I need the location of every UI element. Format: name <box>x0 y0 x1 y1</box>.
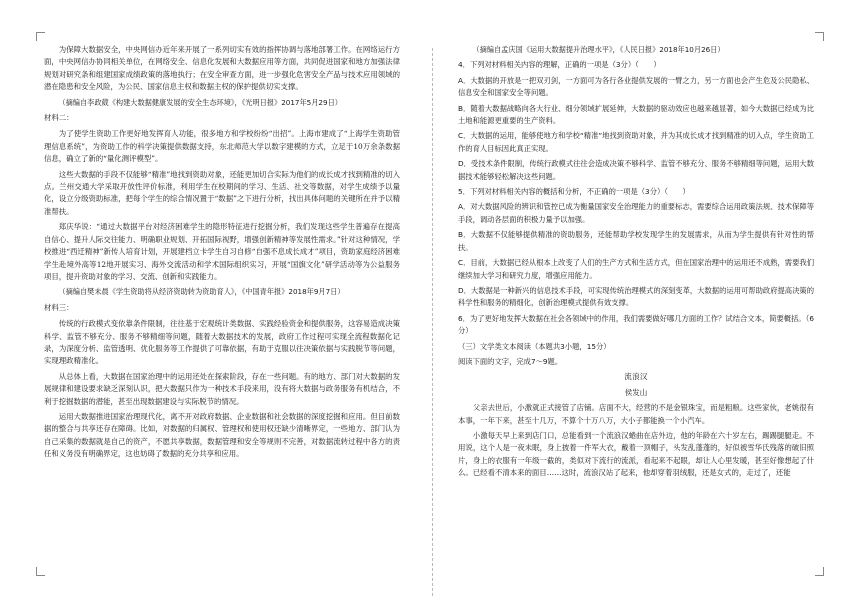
crop-mark <box>815 32 824 41</box>
crop-mark <box>36 32 45 41</box>
instruction: 阅读下面的文字，完成7～9题。 <box>458 356 563 366</box>
paragraph: 这些大数据的手段不仅能够“精准”地找到资助对象，还能更加切合实际为他们的成长成才找到精准的切入点。兰州交通大学采取开放性评价标准，利用学生在校期间的学习、生活、社交等数据，对学生成绩予以量化，设立分级资助标准，把每个学生的综合情况置于“数据”之下进行分析，找出具体问题的关键所在并予以精准帮扶。 <box>44 169 400 216</box>
paragraph: 小激每天早上来到店门口，总能看到一个流浪汉蜷曲在店外边，他的年龄在六十岁左右，踢踢腿腿走。不用说，这个人是一夜未眠，身上披着一件军大衣，戴着一顶帽子，头发乱蓬蓬的，好似被雪华氏残落的破旧照片，身上的衣服有一年级一截的，类似对下流行的流派，看起来不起眼，却让人心里发暖，甚至好像想起了什么。已经看不清本来的面目……这时，流浪汉站了起来，他却穿着羽绒服，还是女式的，走过了，还能 <box>458 430 814 478</box>
question-5-option-a: A．对大数据风险的辨识和管控已成为衡量国家安全治理能力的重要标志，需要综合运用政策法规、技术保障等手段，调动各层面的积极力量予以加强。 <box>458 202 814 224</box>
material-heading: 材料二： <box>44 113 74 123</box>
question-4-stem: 4．下列对材料相关内容的理解，正确的一项是（3分）（ ） <box>458 60 661 70</box>
question-5-stem: 5．下列对材料相关内容的概括和分析，不正确的一项是（3分）（ ） <box>458 187 690 197</box>
paragraph: 为了使学生资助工作更好地发挥育人功能，很多地方和学校纷纷“出招”。上海市建成了“上海学生资助管理信息系统”，为资助工作的科学决策提供数据支持，东北师范大学以数字建模的方式，立足于10万余条数据信息，确立了新的“量化测评模型”。 <box>44 129 400 164</box>
source-citation: （摘编自孟庆国《运用大数据提升治理水平》，《人民日报》2018年10月26日） <box>472 45 725 54</box>
crop-mark <box>36 567 45 576</box>
source-citation: （摘编自樊未晨《学生资助将从经济资助转为资助育人》，《中国青年报》2018年9月7日） <box>58 287 345 297</box>
question-4-option-c: C．大数据的运用，能够使地方和学校“精准”地找到资助对象，并为其成长成才找到精准的切入点，学生资助工作的育人目标因此真正实现。 <box>458 131 814 153</box>
exam-page <box>22 18 838 590</box>
paragraph: 从总体上看，大数据在国家治理中的运用还处在探索阶段，存在一些问题。有的地方、部门对大数据的发展规律和建设要求缺乏深刻认识，把大数据只作为一种技术手段来用，没有将大数据与政务服务有机结合，不利于挖掘数据的潜能，甚至出现数据建设与实际脱节的情况。 <box>44 371 400 406</box>
story-author: 侯发山 <box>624 387 648 397</box>
crop-mark <box>815 567 824 576</box>
source-citation: （摘编自李政葳《构建大数据健康发展的安全生态环境》，《光明日报》2017年5月29日） <box>58 97 342 107</box>
question-4-option-b: B．随着大数据战略向各大行业、细分领域扩展延伸，大数据的驱动效应也越来越显著，如今大数据已经成为比土地和能源更重要的生产资料。 <box>458 103 814 126</box>
story-title: 流浪汉 <box>624 372 648 382</box>
material-heading: 材料三： <box>44 302 74 312</box>
question-4-option-a: A．大数据的开放是一把双刃剑，一方面可为各行各业提供发展的一臂之力，另一方面也会产生危及公民隐私、信息安全和国家安全等问题。 <box>458 75 814 98</box>
section-heading: （三）文学类文本阅读（本题共3小题，15分） <box>458 341 611 351</box>
paragraph: 郑庆华说：“通过大数据平台对经济困难学生的隐形特征进行挖掘分析，我们发现这些学生普遍存在提高自信心、提升人际交往能力、明确职业规划、开拓国际视野，增强创新精神等发展性需求。”针对这种情况，学校推进“西迁精神”新传人培育计划，开展建档立卡学生自习自修“自强不息成长成才”项目，资助家庭经济困难学生赴境外高等12地开展实习、海外交流活动和学术国际组织实习，开展“国旗文化”研学活动等为公益服务项目，提升资助对象的学习、交流、创新和实践能力。 <box>44 222 400 281</box>
left-column <box>44 44 400 464</box>
question-5-option-d: D．大数据是一种新兴的信息技术手段，可实现传统治理模式的深刻变革，大数据的运用可帮助政府提高决策的科学性和服务的精细化，创新治理模式提供有效支撑。 <box>458 285 814 308</box>
paragraph: 为保障大数据安全，中央网信办近年来开展了一系列切实有效的指挥协调与落地部署工作。在网络运行方面，中央网信办协同相关单位，在网络安全、信息化发展和大数据应用等方面，共同促进国家和地方加强法律规划对研究条和组建国家成绩政策的落地执行；在安全审查方面，进一步强化危害安全产品与技术应用领域的潜在隐患和安全风险，为公民、国家信息主权和数据主权的保护提供切实支撑。 <box>44 45 400 92</box>
question-5-option-b: B．大数据不仅能够提供精准的资助服务，还能帮助学校发现学生的发展需求，从而为学生提供有针对性的帮扶。 <box>458 230 814 252</box>
paragraph: 运用大数据推进国家治理现代化，离不开对政府数据、企业数据和社会数据的深度挖掘和应用。但目前数据的整合与共享还存在障碍。比如，对数据的归属权、管理权和使用权还缺少清晰界定，一些地方、部门认为自己采集的数据就是自己的资产，不愿共享数据，数据管理和安全等规则不完善，对数据流转过程中各方的责任和义务没有明确界定，这也妨碍了数据的充分共享和应用。 <box>44 411 400 459</box>
paragraph: 父亲去世后，小激就正式接管了店铺。店面不大，经营的不是金银珠宝，而是粗粮。这些家伙，老姚很有本事，一年下来，甚至十几万，不算个十万八万，大小子都能换一个小汽车。 <box>458 403 814 425</box>
column-divider <box>432 48 433 596</box>
question-6: 6．为了更好地发挥大数据在社会各领域中的作用，我们需要做好哪几方面的工作？试结合文本，简要概括。（6分） <box>458 313 814 336</box>
question-5-option-c: C．目前，大数据已经从根本上改变了人们的生产方式和生活方式，但在国家治理中的运用还不成熟，需要我们继续加大学习和研究力度，增强应用能力。 <box>458 258 814 280</box>
right-column <box>458 44 814 483</box>
question-4-option-d: D．受技术条件限制，传统行政模式往往会造成决策不够科学、监管不够充分、服务不够精细等问题，运用大数据技术能够轻松解决这些问题。 <box>458 159 814 181</box>
paragraph: 传统的行政模式变依靠条件限制，往往基于宏观统计类数据、实践经验资金和提供服务，这容易造成决策科学、监管不够充分、服务不够精细等问题，随着大数据技术的发展，政府工作过程可实现全流程数据化记录，为深度分析、监管透明、优化服务等工作提供了可靠依据，有助于克服以往决策依据与实践脱节等问题，实现理政精准化。 <box>44 319 400 366</box>
